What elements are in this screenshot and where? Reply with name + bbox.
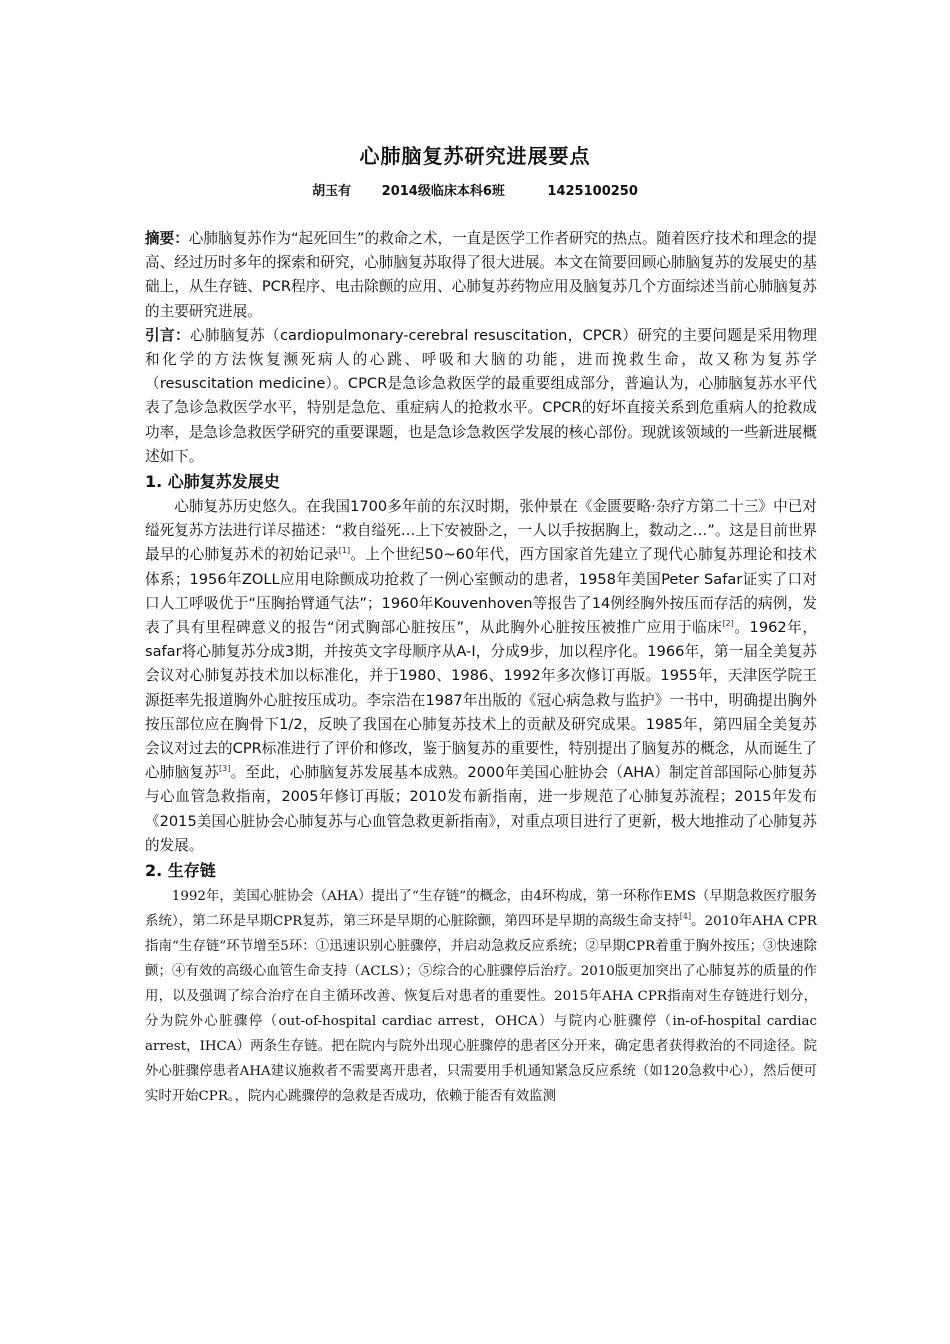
abstract-paragraph (145, 227, 817, 324)
section-2-text-b: 。2010年AHA CPR指南“生存链”环节增至5环：①迅速识别心脏骤停，并启动急救反应系统；②早期CPR着重于胸外按压；③快速除颤；④有效的高级心血管生命支持（ACLS）；⑤综合的心脏骤停后治疗。2010版更加突出了心肺复苏的质量的作用，以及强调了综合治疗在自主循环改善、恢复后对患者的重要性。2015年AHA CPR指南对生存链进行划分，分为院外心脏骤停（out-of-hospital cardiac arrest，OHCA）与院内心脏骤停（in-of-hospital cardiac arrest，IHCA）两条生存链。把在院内与院外出现心脏骤停的患者区分开来，确定患者获得救治的不同途径。院外心脏骤停患者AHA建议施救者不需要离开患者，只需要用手机通知紧急反应系统（如120急救中心），然后便可实时开始CPR。，院内心跳骤停的急救是否成功，依赖于能否有效监测 (145, 914, 817, 1105)
intro-paragraph (145, 324, 817, 469)
section-1-text-c: 。1962年，safar将心肺复苏分成3期，并按英文字母顺序从A-I，分成9步，加以程序化。1966年，第一届全美复苏会议对心肺复苏技术加以标准化，并于1980、1986、1992年多次修订再版。1955年，天津医学院王源挺率先报道胸外心脏按压成功。李宗浩在1987年出版的《冠心病急救与监护》一书中，明确提出胸外按压部位应在胸骨下1/2，反映了我国在心肺复苏技术上的贡献及研究成果。1985年，第四届全美复苏会议对过去的CPR标准进行了评价和修改，鉴于脑复苏的重要性，特别提出了脑复苏的概念，从而诞生了心肺脑复苏 (145, 619, 818, 782)
section-1-text-b: 。上个世纪50~60年代，西方国家首先建立了现代心肺复苏理论和技术体系；1956年ZOLL应用电除颤成功抢救了一例心室颤动的患者，1958年美国Peter Safar证实了口对口人工呼吸优于“压胸抬臂通气法”；1960年Kouvenhoven等报告了14例经胸外按压而存活的病例，发表了具有里程碑意义的报告“闭式胸部心脏按压”，从此胸外心脏按压被推广应用于临床 (145, 546, 817, 637)
abstract-text: 心肺脑复苏作为“起死回生”的救命之术，一直是医学工作者研究的热点。随着医疗技术和理念的提高、经过历时多年的探索和研究，心肺脑复苏取得了很大进展。本文在简要回顾心肺脑复苏的发展史的基础上，从生存链、PCR程序、电击除颤的应用、心肺复苏药物应用及脑复苏几个方面综述当前心肺脑复苏的主要研究进展。 (145, 230, 817, 320)
author-line (0, 180, 950, 199)
author-class: 2014级临床本科6班 (381, 184, 505, 199)
citation-2: [2] (722, 619, 734, 629)
citation-4: [4] (679, 912, 692, 922)
citation-3: [3] (219, 764, 231, 774)
section-1-paragraph (145, 495, 817, 858)
intro-text: 心肺脑复苏（cardiopulmonary-cerebral resuscitation，CPCR）研究的主要问题是采用物理和化学的方法恢复濒死病人的心跳、呼吸和大脑的功能，进而挽救生命，故又称为复苏学（resuscitation medicine）。CPCR是急诊急救医学的最重要组成部分，普遍认为，心肺脑复苏水平代表了急诊急救医学水平，特别是急危、重症病人的抢救水平。CPCR的好坏直接关系到危重病人的抢救成功率，是急诊急救医学研究的重要课题，也是急诊急救医学发展的核心部份。现就该领域的一些新进展概述如下。 (145, 326, 817, 465)
author-name: 胡玉有 (312, 184, 352, 199)
section-1-text-d: 。至此，心肺脑复苏发展基本成熟。2000年美国心脏协会（AHA）制定首部国际心肺复苏与心血管急救指南，2005年修订再版；2010发布新指南，进一步规范了心肺复苏流程；2015年发布《2015美国心脏协会心肺复苏与心血管急救更新指南》，对重点项目进行了更新，极大地推动了心肺复苏的发展。 (145, 764, 817, 854)
section-2-heading: 2. 生存链 (145, 861, 216, 881)
author-id: 1425100250 (547, 184, 638, 199)
citation-1: [1] (338, 546, 351, 556)
section-1-heading: 1. 心肺复苏发展史 (145, 472, 280, 492)
section-2-text-a: 1992年，美国心脏协会（AHA）提出了“生存链”的概念，由4环构成，第一环称作EMS（早期急救医疗服务系统），第二环是早期CPR复苏，第三环是早期的心脏除颤，第四环是早期的高级生命支持 (145, 889, 817, 930)
intro-label: 引言： (145, 326, 190, 344)
section-1-text-a: 心肺复苏历史悠久。在我国1700多年前的东汉时期，张仲景在《金匮要略·杂疗方第二十三》中已对缢死复苏方法进行详尽描述：“救自缢死…上下安被卧之，一人以手按据胸上，数动之…”。这是目前世界最早的心肺复苏术的初始记录 (145, 498, 817, 564)
section-2-paragraph (145, 884, 817, 1109)
document-body (145, 227, 817, 1109)
abstract-label: 摘要： (145, 230, 189, 247)
document-title: 心肺脑复苏研究进展要点 (359, 144, 591, 168)
